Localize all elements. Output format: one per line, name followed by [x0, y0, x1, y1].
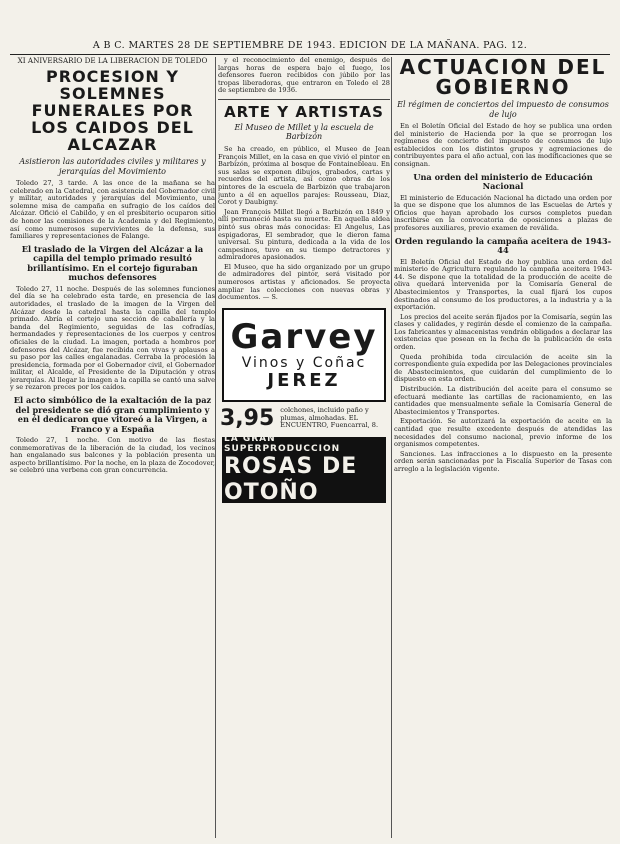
article-paragraph: El Boletín Oficial del Estado de hoy publica una orden del ministerio de Agricultura regulando la campaña aceitera 1943-44. Se dispone que la totalidad de la producción de aceite de oliva quedará intervenida por la Comisaría General de Abastecimientos y Transportes, la cual fijará los cupos destinados al consumo de los productores, a la industria y a la exportación.	[394, 257, 612, 312]
advertisement-price	[220, 406, 388, 431]
article-kicker: XI ANIVERSARIO DE LA LIBERACION DE TOLEDO	[17, 57, 208, 65]
article-headline-gobierno: ACTUACION DEL GOBIERNO	[399, 57, 607, 99]
ad-price-value: 3,95	[220, 405, 275, 431]
ad-film-top: LA GRAN SUPERPRODUCCION	[224, 433, 341, 454]
ad-tagline: Vinos y Coñac	[241, 354, 367, 371]
article-paragraph: Jean François Millet llegó a Barbizón en 1849 y allí permaneció hasta su muerte. En aquella aldea pintó sus obras más conocidas: El Angelus, Las espigadoras, El sembrador, que le dieron fama universal. Su pintura, dedicada a la vida de los campesinos, tuvo en su tiempo detractores y admiradores apasionados.	[218, 207, 390, 262]
ad-film-title: ROSAS DE OTOÑO	[224, 453, 358, 505]
article-paragraph: Se ha creado, en público, el Museo de Jean François Millet, en la casa en que vivió el pintor en Barbizón, próxima al bosque de Fontainebleau. En sus salas se exponen dibujos, grabados, cartas y recuerdos del artista, así como obras de los pintores de la escuela de Barbizón que trabajaron junto a él en aquellos parajes: Rousseau, Diaz, Corot y Daubigny.	[218, 144, 390, 207]
ad-price-text: colchones, incluido paño y plumas, almohadas. EL ENCUENTRO, Fuencarral, 8.	[280, 405, 379, 430]
article-headline-procesion: PROCESION Y SOLEMNES FUNERALES POR LOS CAIDOS DEL ALCAZAR	[31, 67, 194, 154]
header-rule	[10, 54, 610, 55]
article-paragraph: El ministerio de Educación Nacional ha dictado una orden por la que se dispone que los alumnos de las Escuelas de Artes y Oficios que hayan aprobado los cursos completos puedan inscribirse en la convocatoria de oposiciones a plazas de profesores auxiliares, previo examen de reválida.	[394, 193, 612, 232]
section-rule	[218, 99, 390, 100]
column-divider	[391, 57, 392, 838]
ad-city: JEREZ	[267, 369, 341, 391]
column-middle	[218, 57, 390, 838]
article-paragraph: Exportación. Se autorizará la exportación de aceite en la cantidad que resulte excedente después de atendidas las necesidades del consumo nacional, previo informe de los organismos competentes.	[394, 417, 612, 449]
article-paragraph: Toledo 27, 1 noche. Con motivo de las fiestas conmemorativas de la liberación de la ciudad, los vecinos han engalanado sus balcones y la población presenta un aspecto brillantísimo. Por la noche, en la plaza de Zocodover, se celebró una verbena con gran concurrencia.	[10, 436, 215, 475]
column-right	[394, 57, 612, 838]
article-paragraph: Los precios del aceite serán fijados por la Comisaría, según las clases y calidades, y regirán desde el comienzo de la campaña. Los fabricantes y almacenistas vendrán obligados a declarar las existencias que posean en la fecha de la publicación de esta orden.	[394, 312, 612, 352]
article-paragraph: Toledo 27, 3 tarde. A las once de la mañana se ha celebrado en la Catedral, con asistencia del Gobernador civil y militar, autoridades y jerarquías del Movimiento, una solemne misa de campaña en sufragio de los caídos del Alcázar. Ofició el Cabildo, y en el presbiterio ocuparon sitio de honor las comisiones de la Academia y del Regimiento, así como numerosos supervivientes de la defensa, sus familiares y representaciones de Falange.	[10, 179, 215, 241]
article-paragraph: El Museo, que ha sido organizado por un grupo de admiradores del pintor, será visitado por numerosos artistas y aficionados. Se proyecta ampliar las colecciones con nuevas obras y documentos. — S.	[218, 262, 390, 302]
article-headline-arte: ARTE Y ARTISTAS	[224, 102, 384, 121]
article-subhead: El régimen de conciertos del impuesto de consumos de lujo	[397, 100, 609, 119]
article-paragraph: Toledo 27, 11 noche. Después de las solemnes funciones del día se ha celebrado esta tarde, en presencia de las autoridades, el traslado de la imagen de la Virgen del Alcázar desde la catedral hasta la capilla del templo primado. Abría el cortejo una sección de caballería y la banda del Regimiento, seguidas de las cofradías, hermandades y representaciones de los cuerpos y centros oficiales de la ciudad. La imagen, portada a hombros por defensores del Alcázar, fue recibida con vivas y aplausos a su paso por las calles engalanadas. Cerraba la procesión la presidencia, formada por el Gobernador civil, el Gobernador militar, el Alcalde, el Presidente de la Diputación y otras jerarquías. Al llegar la imagen a la capilla se cantó una salve y se rezaron preces por los caídos.	[10, 284, 215, 392]
advertisement-garvey	[222, 308, 386, 402]
article-subhead-traslado: El traslado de la Virgen del Alcázar a la capilla del templo primado resultó brillantísimo. En el cortejo figuraban muchos defensores	[21, 243, 204, 283]
article-paragraph: y el reconocimiento del enemigo, después de largas horas de espera bajo el fuego, los defensores fueron recibidos con júbilo por las tropas liberadoras, que entraron en Toledo el 28 de septiembre de 1936.	[218, 57, 390, 95]
article-subhead-acto: El acto simbólico de la exaltación de la paz del presidente se dió gran cumplimiento y en él dedicaron que vitoreó a la Virgen, a Franco y a España	[13, 395, 212, 434]
ad-brand: Garvey	[230, 316, 378, 357]
article-subhead-aceitera: Orden regulando la campaña aceitera de 1943-44	[394, 235, 612, 256]
article-paragraph: Sanciones. Las infracciones a lo dispuesto en la presente orden serán sancionadas por la Fiscalía Superior de Tasas con arreglo a la legislación vigente.	[394, 449, 612, 473]
column-left	[10, 57, 215, 838]
article-subhead: Asistieron las autoridades civiles y militares y jerarquías del Movimiento	[19, 157, 206, 176]
advertisement-film	[222, 433, 386, 505]
article-paragraph: Distribución. La distribución del aceite para el consumo se efectuará mediante las cartillas de racionamiento, en las cantidades que mensualmente señale la Comisaría General de Abastecimientos y Transportes.	[394, 385, 612, 416]
article-paragraph: En el Boletín Oficial del Estado de hoy se publica una orden del ministerio de Hacienda por la que se prorrogan los regímenes de concierto del impuesto de consumos de lujo establecidos con los distintos grupos y agremiaciones de contribuyentes para el año actual, con las modificaciones que se consignan.	[394, 122, 612, 168]
article-subhead: El Museo de Millet y la escuela de Barbizón	[234, 122, 374, 142]
page-header: A B C. MARTES 28 DE SEPTIEMBRE DE 1943. EDICION DE LA MAÑANA. PAG. 12.	[92, 40, 528, 51]
column-divider	[215, 57, 216, 838]
article-subhead-educacion: Una orden del ministerio de Educación Nacional	[413, 171, 593, 192]
article-paragraph: Queda prohibida toda circulación de aceite sin la correspondiente guía expedida por las Delegaciones provinciales de Abastecimientos, que cuidarán del cumplimiento de lo dispuesto en esta orden.	[394, 352, 612, 384]
